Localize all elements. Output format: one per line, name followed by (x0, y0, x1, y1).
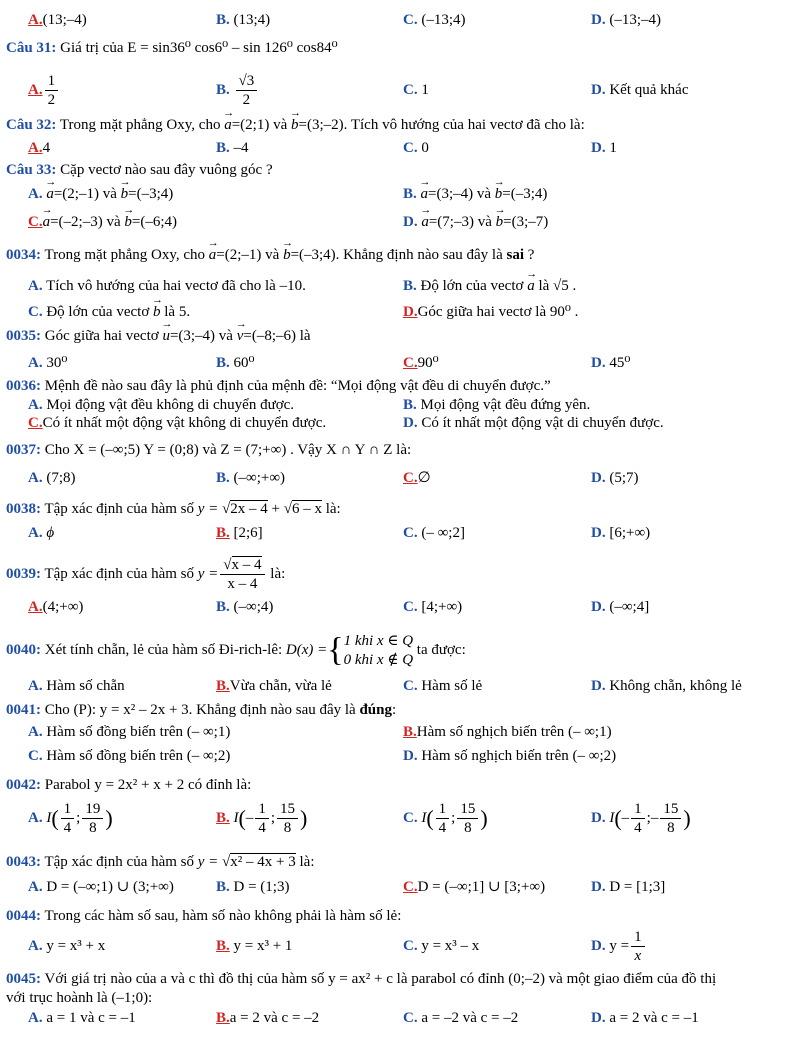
q34-option-c: C. Độ lớn của vectơ → b là 5. (28, 302, 190, 322)
q45-stem-line2: với trục hoành là (–1;0): (6, 990, 153, 1006)
q37-options (0, 468, 800, 498)
q37-option-d: D. (5;7) (591, 470, 639, 486)
q42-options (0, 798, 800, 842)
q42-option-b: B. I(– $\frac{1}{4}$ ; $\frac{15}{8}$ ) (216, 801, 308, 836)
q44-stem: 0044: Trong các hàm số sau, hàm số nào không phải là hàm số lẻ: (6, 908, 402, 924)
q42-stem: 0042: Parabol y = 2x² + x + 2 có đỉnh là: (6, 777, 252, 793)
q32-stem: Câu 32: Trong mặt phẳng Oxy, cho → a=(2;1) và → b=(3;–2). Tích vô hướng của hai vectơ đã cho là: (6, 115, 585, 135)
q36-option-d: D. Có ít nhất một động vật di chuyển được. (403, 415, 664, 431)
q42-option-d: D. I(– $\frac{1}{4}$ ;– $\frac{15}{8}$ ) (591, 801, 691, 836)
q41-options-row1 (0, 720, 800, 744)
q33-stem: Câu 33: Cặp vectơ nào sau đây vuông góc ? (6, 162, 273, 178)
q35-option-d: D. 45⁰ (591, 355, 631, 371)
q31-option-c: C. 1 (403, 82, 429, 98)
q35-option-c: C.90⁰ (403, 355, 439, 371)
q33-option-d: D. → a=(7;–3) và → b=(3;–7) (403, 212, 548, 232)
q31-option-b: B. $\frac{√3}{2}$ (216, 72, 259, 109)
q31-stem: Câu 31: Giá trị của E = sin36⁰ cos6⁰ – sin 126⁰ cos84⁰ (6, 40, 338, 56)
q38-option-a: A. ϕ (28, 525, 55, 541)
q41-option-c: C. Hàm số đồng biến trên (– ∞;2) (28, 748, 231, 764)
q36-option-a: A. Mọi động vật đều không di chuyển được. (28, 397, 295, 413)
q40-option-c: C. Hàm số lẻ (403, 678, 483, 694)
q35-option-a: A. 30⁰ (28, 355, 68, 371)
q39-option-a: A.(4;+∞) (28, 599, 84, 615)
q32-option-c: C. 0 (403, 140, 429, 156)
q36-option-c: C.Có ít nhất một động vật không di chuyển được. (28, 415, 327, 431)
q32-option-d: D. 1 (591, 140, 617, 156)
q36-options-row2 (0, 413, 800, 433)
q43-option-b: B. D = (1;3) (216, 879, 290, 895)
q44-option-d: D. y = $\frac{1}{x}$ (591, 928, 647, 965)
q30-options (0, 10, 800, 40)
q40-option-d: D. Không chẵn, không lẻ (591, 678, 742, 694)
q36-stem: 0036: Mệnh đề nào sau đây là phủ định của mệnh đề: “Mọi động vật đều di chuyển được.” (6, 378, 551, 394)
q43-stem: 0043: Tập xác định của hàm số y = √x² – 4x + 3 là: (6, 854, 315, 870)
q32-option-b: B. –4 (216, 140, 249, 156)
q38-option-d: D. [6;+∞) (591, 525, 651, 541)
q43-option-d: D. D = [1;3] (591, 879, 666, 895)
q44-option-c: C. y = x³ – x (403, 938, 480, 954)
q37-option-b: B. (–∞;+∞) (216, 470, 286, 486)
q43-option-c: C.D = (–∞;1] ∪ [3;+∞) (403, 879, 546, 895)
q37-option-c: C.∅ (403, 470, 431, 486)
q41-option-b: B.Hàm số nghịch biến trên (– ∞;1) (403, 724, 612, 740)
q45-options (0, 1008, 800, 1032)
q36-option-b: B. Mọi động vật đều đứng yên. (403, 397, 591, 413)
q45-option-d: D. a = 2 và c = –1 (591, 1010, 699, 1026)
q41-option-d: D. Hàm số nghịch biến trên (– ∞;2) (403, 748, 617, 764)
q41-options-row2 (0, 744, 800, 768)
q39-option-d: D. (–∞;4] (591, 599, 650, 615)
q39-option-b: B. (–∞;4) (216, 599, 274, 615)
q39-option-c: C. [4;+∞) (403, 599, 463, 615)
q34-option-a: A. Tích vô hướng của hai vectơ đã cho là –10. (28, 278, 306, 294)
q31-option-a: A. $\frac{1}{2}$ (28, 72, 60, 109)
q38-options (0, 523, 800, 553)
q30-option-c: C. (–13;4) (403, 12, 466, 28)
q43-options (0, 877, 800, 907)
q37-stem: 0037: Cho X = (–∞;5) Y = (0;8) và Z = (7;+∞) . Vậy X ∩ Y ∩ Z là: (6, 442, 412, 458)
q31-options (0, 68, 800, 112)
q44-options (0, 926, 800, 968)
q34-option-b: B. Độ lớn của vectơ → a là √5 . (403, 276, 576, 296)
q35-option-b: B. 60⁰ (216, 355, 255, 371)
q33-option-c: C.→ a=(–2;–3) và → b=(–6;4) (28, 212, 177, 232)
q34-option-d: D.Góc giữa hai vectơ là 90⁰ . (403, 304, 579, 320)
q40-stem: 0040: Xét tính chẵn, lẻ của hàm số Đi-rich-lê: D(x) ={ 1 khi x ∈ Q 0 khi x ∉ Q ta được: (6, 631, 466, 669)
q40-option-a: A. Hàm số chẵn (28, 678, 125, 694)
q38-stem: 0038: Tập xác định của hàm số y = √2x – 4 + √6 – x là: (6, 501, 341, 517)
q30-option-d: D. (–13;–4) (591, 12, 662, 28)
q38-option-b: B. [2;6] (216, 525, 263, 541)
q42-option-c: C. I( $\frac{1}{4}$ ; $\frac{15}{8}$ ) (403, 801, 488, 836)
q45-option-c: C. a = –2 và c = –2 (403, 1010, 519, 1026)
q33-options-row2 (0, 210, 800, 240)
q44-option-a: A. y = x³ + x (28, 938, 106, 954)
q40-option-b: B.Vừa chẵn, vừa lẻ (216, 678, 332, 694)
q30-option-a: A.(13;–4) (28, 12, 87, 28)
q39-options (0, 597, 800, 627)
q34-stem: 0034: Trong mặt phẳng Oxy, cho → a=(2;–1) và → b=(–3;4). Khẳng định nào sau đây là sai ? (6, 245, 534, 265)
q33-option-a: A. → a=(2;–1) và → b=(–3;4) (28, 184, 173, 204)
q33-option-b: B. → a=(3;–4) và → b=(–3;4) (403, 184, 547, 204)
q45-option-a: A. a = 1 và c = –1 (28, 1010, 136, 1026)
q39-stem: 0039: Tập xác định của hàm số y = $\frac{√x - 4}{x - 4}$ là: (6, 557, 286, 593)
q32-option-a: A.4 (28, 140, 51, 156)
q31-option-d: D. Kết quả khác (591, 82, 689, 98)
q45-stem-line1: 0045: Với giá trị nào của a và c thì đồ thị của hàm số y = ax² + c là parabol có đỉnh (0;–2) và một giao điểm của đồ thị (6, 971, 717, 987)
q38-option-c: C. (– ∞;2] (403, 525, 465, 541)
q33-options-row1 (0, 182, 800, 212)
q30-option-b: B. (13;4) (216, 12, 271, 28)
q41-option-a: A. Hàm số đồng biến trên (– ∞;1) (28, 724, 231, 740)
q41-stem: 0041: Cho (P): y = x² – 2x + 3. Khẳng định nào sau đây là đúng: (6, 702, 397, 718)
q43-option-a: A. D = (–∞;1) ∪ (3;+∞) (28, 879, 174, 895)
q44-option-b: B. y = x³ + 1 (216, 938, 293, 954)
q37-option-a: A. (7;8) (28, 470, 76, 486)
q42-option-a: A. I( $\frac{1}{4}$ ; $\frac{19}{8}$ ) (28, 801, 113, 836)
q36-options-row1 (0, 395, 800, 415)
q45-option-b: B.a = 2 và c = –2 (216, 1010, 320, 1026)
q35-stem: 0035: Góc giữa hai vectơ → u=(3;–4) và → v=(–8;–6) là (6, 326, 311, 346)
